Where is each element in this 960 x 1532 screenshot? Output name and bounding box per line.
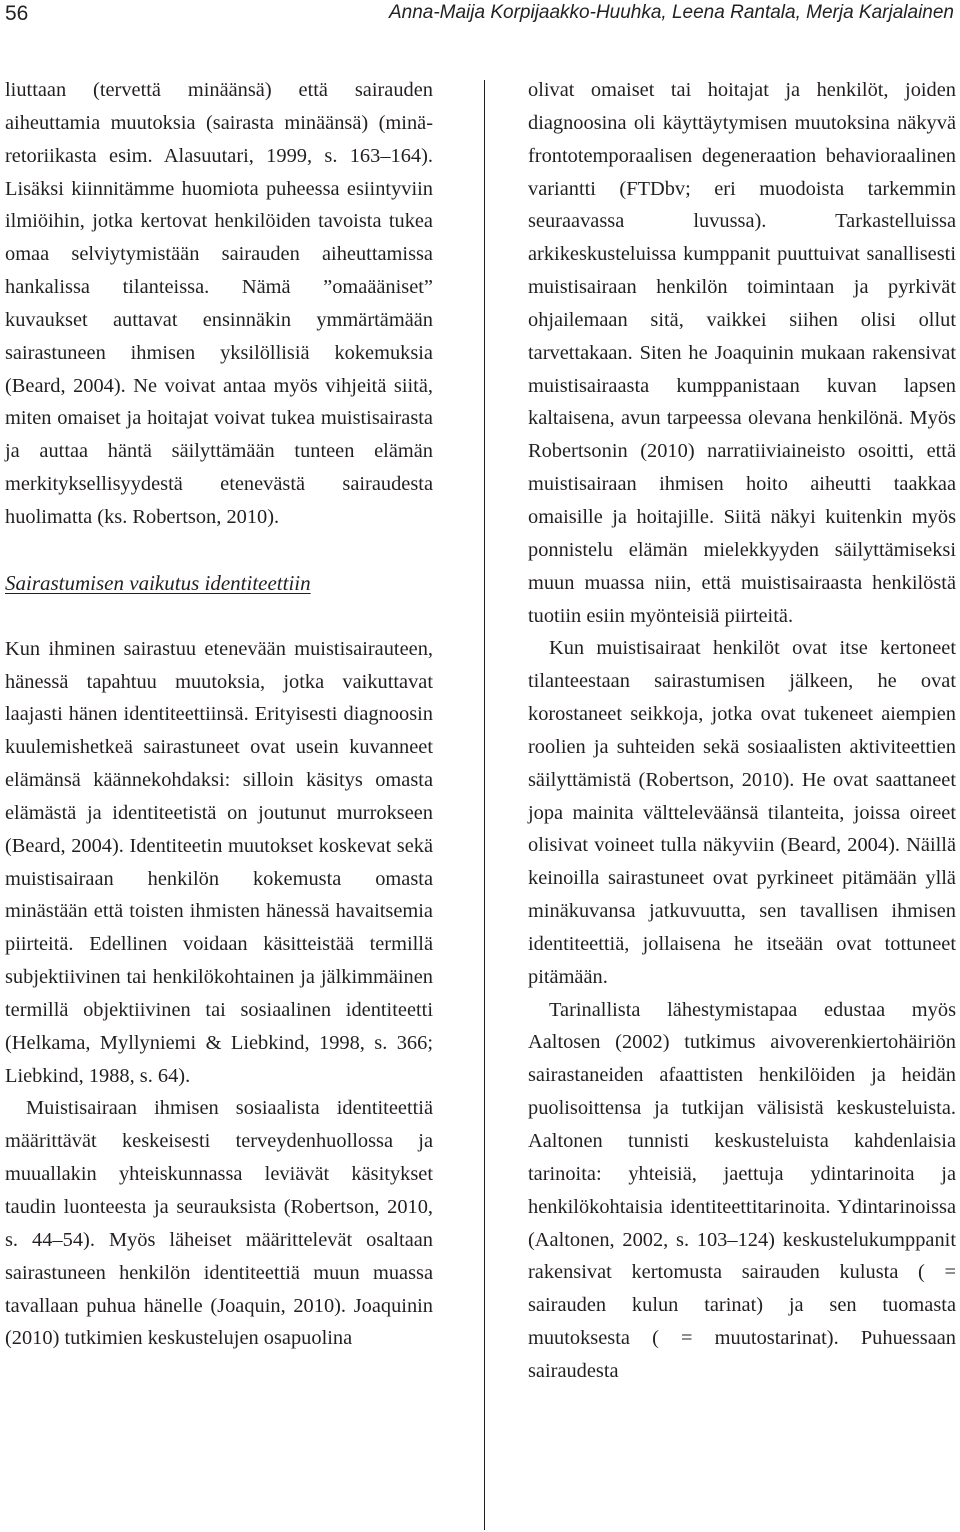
column-divider [484,80,485,1530]
spacer [5,600,433,633]
spacer [5,534,433,567]
body-paragraph: olivat omaiset tai hoitajat ja henkilöt, joiden diagnoosina oli käyttäytymisen muutoksina näkyvä frontotemporaalisen degeneraation behavioraalinen variantti (FTDbv; eri muodoista tarkemmin seuraavassa luvussa). Tarkastelluissa arkikeskusteluissa kumppanit puuttuivat sanallisesti muistisairaan henkilön toimintaan ja pyrkivät ohjailemaan sitä, vaikkei siihen olisi ollut tarvettakaan. Siten he Joaquinin mukaan rakensivat muistisairaasta kumppanistaan kuvan lapsen kaltaisena, avun tarpeessa olevana henkilönä. Myös Robertsonin (2010) narratiiviaineisto osoitti, että muistisairaan ihmisen hoito aiheutti taakkaa omaisille ja hoitajille. Siitä näkyi kuitenkin myös ponnistelu elämän mielekkyyden säilyttämiseksi muun muassa niin, että muistisairaasta henkilöstä tuotiin esiin myönteisiä piirteitä. [528,79,956,627]
body-paragraph: Muistisairaan ihmisen sosiaalista identiteettiä määrittävät keskeisesti terveydenhuollossa ja muuallakin yhteiskunnassa leviävät käsitykset taudin luonteesta ja seurauksista (Robertson, 2010, s. 44–54). Myös läheiset määrittelevät osaltaan sairastuneen henkilön identiteettiä muun muassa tavallaan puhua hänelle (Joaquin, 2010). Joaquinin (2010) tutkimien keskustelujen osapuolina [5,1097,433,1350]
page-number: 56 [5,2,29,25]
body-paragraph: Kun muistisairaat henkilöt ovat itse kertoneet tilanteestaan sairastumisen jälkeen, he ovat korostaneet seikkoja, jotka ovat tukeneet aiempien roolien ja suhteiden sekä sosiaalisten aktiviteettien säilyttämistä (Robertson, 2010). He ovat saattaneet jopa mainita vältteleväänsä tilanteita, joissa oireet olisivat voineet tulla näkyviin (Beard, 2004). Näillä keinoilla sairastuneet ovat pyrkineet pitämään yllä minäkuvansa jatkuvuutta, sen tavallisen ihmisen identiteettiä, jollaisena he itseään ovat tottuneet pitämään. [528,637,956,988]
page-header [0,0,960,34]
body-paragraph: liuttaan (tervettä minäänsä) että sairauden aiheuttamia muutoksia (sairasta minäänsä) (minä-retoriikasta esim. Alasuutari, 1999, s. 163–164). Lisäksi kiinnitämme huomiota puheessa esiintyviin ilmiöihin, jotka kertovat henkilöiden tavoista tukea omaa selviytymistään sairauden aiheuttamissa hankalissa tilanteissa. Nämä ”omaääniset” kuvaukset auttavat ensinnäkin ymmärtämään sairastuneen ihmisen yksilöllisiä kokemuksia (Beard, 2004). Ne voivat antaa myös vihjeitä siitä, miten omaiset ja hoitajat voivat tukea muistisairasta ja auttaa häntä säilyttämään tunteen elämän merkityksellisyydestä etenevästä sairaudesta huolimatta (ks. Robertson, 2010). [5,79,433,528]
body-paragraph: Tarinallista lähestymistapaa edustaa myös Aaltosen (2002) tutkimus aivoverenkiertohäiriön sairastaneiden afaattisten henkilöiden ja heidän puolisoittensa ja tutkijan välisistä keskusteluista. Aaltonen tunnisti keskusteluista kahdenlaisia tarinoita: yhteisiä, jaettuja ydintarinoita ja henkilökohtaisia identiteettitarinoita. Ydintarinoissa (Aaltonen, 2002, s. 103–124) keskustelukumppanit rakensivat kertomusta sairauden kulusta ( = sairauden kulun tarinat) ja sen tuomasta muutoksesta ( = muutostarinat). Puhuessaan sairaudesta [528,998,956,1382]
running-head-authors: Anna-Maija Korpijaakko-Huuhka, Leena Rantala, Merja Karjalainen [388,2,954,23]
body-paragraph: Kun ihminen sairastuu etenevään muistisairauteen, hänessä tapahtuu muutoksia, jotka vaikuttavat laajasti hänen identiteettiinsä. Erityisesti diagnoosin kuulemishetkeä sairastuneet ovat usein kuvanneet elämänsä käännekohdaksi: silloin käsitys omasta elämästä ja identiteetistä on joutunut murrokseen (Beard, 2004). Identiteetin muutokset koskevat sekä muistisairaan henkilön kokemusta omasta minästään että toisten ihmisten hänessä havaitsemia piirteitä. Edellinen voidaan käsitteistää termillä subjektiivinen tai henkilökohtainen ja jälkimmäinen termillä objektiivinen tai sosiaalinen identiteetti (Helkama, Myllyniemi & Liebkind, 1998, s. 366; Liebkind, 1988, s. 64). [5,637,433,1087]
section-heading: Sairastumisen vaikutus identiteettiin [5,570,311,595]
right-column [528,74,956,1388]
left-column [5,74,433,1355]
